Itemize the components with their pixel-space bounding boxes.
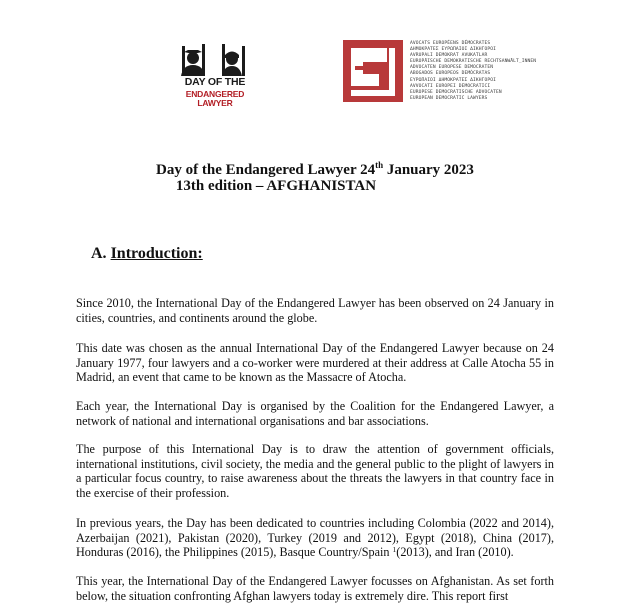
paragraph: This date was chosen as the annual International Day of the Endangered Lawyer because on 24 January 1977, four lawyers and a co-worker were murdered at their address at Calle Atocha 55 in Madrid, an event that came to be known as the Massacre of Atocha. [76, 341, 554, 385]
association-name-line: EUROPÄISCHE DEMOKRATISCHE RECHTSANWÄLT_INNEN [410, 59, 537, 65]
paragraph-text: In previous years, the Day has been dedicated to countries including Colombia (2022 and 2014), Azerbaijan (2021), Pakistan (2020), Turkey (2019 and 2012), Egypt (2018), China (2017), Honduras (2016), the Philippines (2015), Basque Country/Spain [76, 516, 554, 560]
paragraph: The purpose of this International Day is to draw the attention of government officials, international institutions, civil society, the media and the general public to the plight of lawyers in a particular focus country, to raise awareness about the threats the lawyers in that country face in the exercise of their profession. [76, 442, 554, 500]
logo-line-2: ENDANGERED LAWYER [185, 89, 245, 108]
association-name-line: AVRUPALI DEMOKRAT AVUKATLAR [410, 53, 488, 59]
day-of-endangered-lawyer-logo [166, 44, 262, 106]
association-name-line: ΕΥΡΩΠΑΙΟΙ ΔΗΜΟΚΡΑΤΕΣ ΔΙΚΗΓΟΡΟΙ [410, 77, 496, 83]
document-subtitle: 13th edition – AFGHANISTAN [175, 178, 377, 194]
paragraph: This year, the International Day of the Endangered Lawyer focusses on Afghanistan. As set forth below, the situation confronting Afghan lawyers today is extremely dire. This report first [76, 574, 554, 603]
paragraph [76, 516, 554, 560]
title-superscript: th [375, 160, 384, 170]
association-name-line: AVOCATS EUROPÉENS DÉMOCRATES [410, 41, 491, 46]
aed-emblem-icon [343, 40, 403, 102]
prison-bars-silhouette-icon [166, 44, 262, 78]
association-name-line: EUROPEAN DEMOCRATIC LAWYERS [410, 95, 488, 101]
paragraph: Each year, the International Day is organised by the Coalition for the Endangered Lawyer, a network of national and international organisations and bar associations. [76, 399, 554, 428]
paragraph-text: (2013), and Iran (2010). [396, 545, 514, 560]
association-name-line: AVVOCATI EUROPEI DEMOCRATICI [410, 83, 491, 89]
association-name-line: EUROPESE DEMOCRATISCHE ADVOCATEN [410, 89, 502, 95]
european-democratic-lawyers-logo [343, 40, 613, 102]
footnote-reference[interactable]: 1 [392, 545, 397, 555]
title-end-text: January 2023 [383, 162, 474, 178]
association-name-line: ABOGADOS EUROPEOS DEMÓCRATAS [410, 71, 491, 77]
association-name-line: ΔΗΜΟΚΡΑΤΕΣ ΕΥΡΩΠΑΙΟΙ ΔΙΚΗΓΟΡΟΙ [410, 47, 496, 53]
association-names [410, 41, 615, 102]
paragraph: Since 2010, the International Day of the Endangered Lawyer has been observed on 24 January in cities, countries, and continents around the globe. [76, 296, 554, 325]
section-number: A. [91, 245, 111, 262]
section-heading [91, 245, 203, 263]
association-name-line: ADVOCATEN EUROPESE DEMOCRATEN [410, 65, 494, 71]
title-main-text: Day of the Endangered Lawyer 24 [156, 162, 376, 178]
logo-line-1: DAY OF THE [184, 76, 246, 88]
section-label: Introduction: [110, 245, 203, 262]
document-title [4, 160, 622, 179]
